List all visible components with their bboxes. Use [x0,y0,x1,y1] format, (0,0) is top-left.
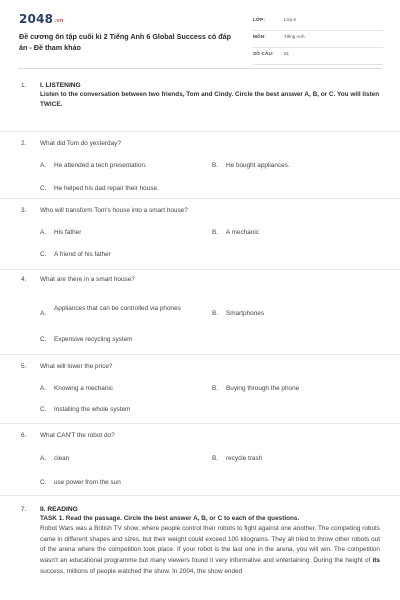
question-text: Who will transform Tom's house into a smart house? [40,207,188,214]
option-text: Buying through the phone [226,385,300,392]
option-text: He attended a tech presentation. [54,162,147,169]
option-text: recycle trash [226,455,263,462]
option-letter: C. [40,185,47,192]
option-text: Installing the whole system [54,406,131,413]
option-letter: B. [212,229,219,236]
meta-row-count [253,48,383,65]
question-text: What CAN'T the robot do? [40,432,115,439]
passage-text: Robot Wars was a British TV show, where people control their robots to fight against one another. The competing robots came in different shapes and sizes, but their weight could exceed 100 kilograms. They all tried to throw other robots out of the arena where the competition took place. If your robot is the last one in the arena, you will win. The competition wasn't an educational programme but many viewers found it very informative and entertaining. During the height of [40,525,380,565]
item-number: 5. [21,363,27,370]
option-text: A mechanic [226,229,260,236]
option-letter: A. [40,385,47,392]
section-instruction: Listen to the conversation between two friends, Tom and Cindy. Circle the best answer A, B, or C. You will listen TWICE. [40,91,380,108]
document-title: Đề cương ôn tập cuối kì 2 Tiếng Anh 6 Global Success có đáp án - Đề tham khảo [19,32,232,52]
reading-passage [40,524,380,578]
meta-key: MÔN: [253,34,267,39]
meta-key: SỐ CÂU: [253,51,274,56]
option-letter: C. [40,406,47,413]
item-number: 6. [21,432,27,439]
option-text: His father [54,229,82,236]
option-letter: A. [40,162,47,169]
question-text: What did Tom do yesterday? [40,140,121,147]
option-letter: B. [212,455,219,462]
option-text: clean [54,455,70,462]
option-letter: B. [212,162,219,169]
option-letter: B. [212,310,219,317]
option-text: Smartphones [226,310,265,317]
item-number: 3. [21,207,27,214]
reading-section [0,496,400,599]
option-letter: A. [40,229,47,236]
item-number: 7. [21,506,27,513]
meta-value: Tiếng Anh [284,34,305,39]
option-letter: C. [40,479,47,486]
meta-row-class [253,14,383,31]
question-item [0,424,400,496]
task-instruction: TASK 1. Read the passage. Circle the best answer A, B, or C to each of the questions. [40,515,300,522]
option-letter: A. [40,455,47,462]
question-item [0,199,400,270]
site-logo[interactable] [19,12,64,26]
option-letter: B. [212,385,219,392]
option-text: use power from the sun [54,479,121,486]
option-text: He helped his dad repair their house. [54,185,159,192]
option-letter: C. [40,251,47,258]
meta-table [253,14,383,65]
passage-highlight: its [372,557,380,565]
document-header [0,0,400,68]
section-title: II. READING [40,506,78,513]
question-item [0,270,400,355]
question-item [0,355,400,424]
meta-key: LỚP: [253,17,266,22]
item-number: 4. [21,276,27,283]
question-text: What are there in a smart house? [40,276,135,283]
question-item [0,132,400,199]
option-text: He bought appliances. [226,162,290,169]
question-text: What will lower the price? [40,363,113,370]
meta-row-subject [253,31,383,48]
option-text: Expensive recycling system [54,336,133,343]
option-text: Knowing a mechanic [54,385,113,392]
passage-text-end: success, millions of people watched the show. In 2004, the show ended [40,567,243,575]
item-number: 2. [21,140,27,147]
option-text: A friend of his father [54,251,111,258]
option-letter: A. [40,310,47,317]
meta-value: 51 [284,51,290,56]
logo-text: 2048 [19,12,54,26]
option-text: Appliances that can be controlled via phones [54,305,181,312]
listening-section [0,75,400,132]
item-number: 1. [21,82,27,89]
option-letter: C. [40,336,47,343]
meta-value: Lớp 6 [284,17,296,22]
logo-tld: .vn [54,18,64,24]
question-list [0,75,400,599]
section-title: I. LISTENING [40,82,81,89]
header-divider [18,68,382,69]
